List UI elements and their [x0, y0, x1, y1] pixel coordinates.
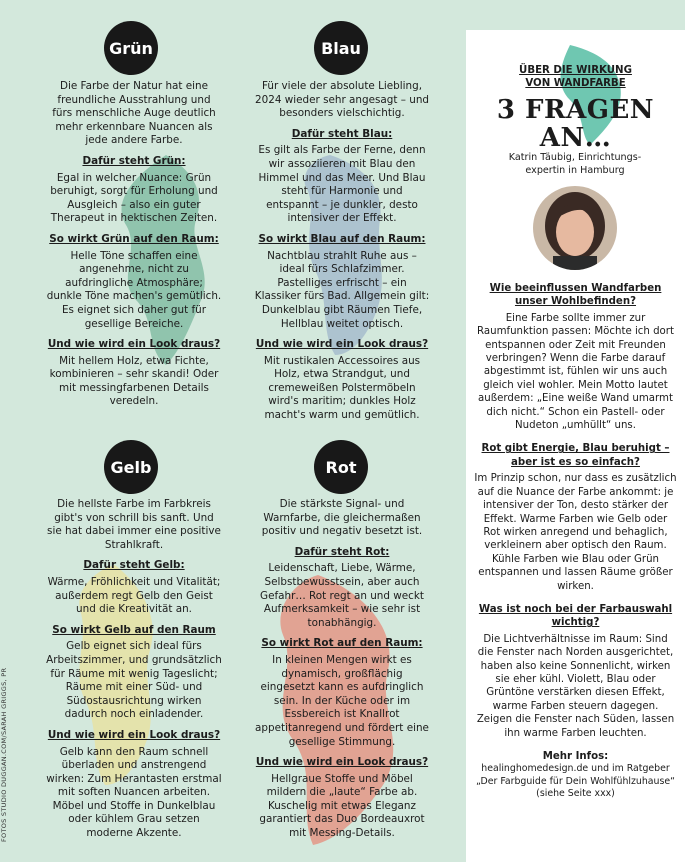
blau-text-steht: Es gilt als Farbe der Ferne, denn wir assoziieren mit Blau den Himmel und das Meer. Und Blau steht für Harmonie und entspannt – je dunkler, desto intensiver der Effekt. — [258, 144, 426, 225]
rot-heading-look: Und wie wird ein Look draus? — [255, 756, 429, 769]
rot-text-look: Hellgraue Stoffe und Möbel mildern die „laute“ Farbe ab. Kuschelig mit etwas Eleganz garantiert das Duo Bordeauxrot mit Messing-Details. — [259, 772, 425, 840]
sidebar-kicker — [474, 64, 677, 90]
gruen-heading-raum: So wirkt Grün auf den Raum: — [49, 232, 219, 245]
photo-credit: FOTOS STUDIO DUGGAN.COM/SARAH GRIGGS, PR — [0, 667, 8, 842]
section-blau — [254, 80, 430, 430]
question-3: Was ist noch bei der Farbauswahl wichtig? — [478, 603, 673, 629]
rot-heading-raum: So wirkt Rot auf den Raum: — [261, 637, 423, 650]
blau-heading-steht: Dafür steht Blau: — [291, 127, 393, 140]
blau-intro: Für viele der absolute Liebling, 2024 wieder sehr angesagt – und besonders vielschichtig. — [254, 80, 429, 120]
rot-intro: Die stärkste Signal- und Warnfarbe, die gleichermaßen positiv und negativ besetzt ist. — [261, 498, 423, 538]
blau-text-look: Mit rustikalen Accessoires aus Holz, etwa Strandgut, und cremeweißen Polstermöbeln wird's maritim; dunkles Holz macht's warm und gemütlich. — [263, 354, 421, 422]
badge-rot: Rot — [314, 440, 368, 494]
section-rot — [254, 498, 430, 848]
headline-line-1: 3 FRAGEN — [496, 95, 655, 125]
question-2: Rot gibt Energie, Blau beruhigt – aber ist es so einfach? — [481, 443, 670, 468]
gelb-text-steht: Wärme, Fröhlichkeit und Vitalität; außerdem regt Gelb den Geist und die Kreativität an. — [47, 575, 221, 616]
gelb-text-raum: Gelb eignet sich ideal fürs Arbeitszimmer, und grundsätzlich für Räume mit wenig Tageslicht; Räume mit einer Süd- und Südostausrichtung wirken dadurch noch einladender. — [46, 640, 222, 721]
badge-gruen: Grün — [104, 21, 158, 75]
gruen-heading-steht: Dafür steht Grün: — [82, 154, 186, 167]
blau-heading-raum: So wirkt Blau auf den Raum: — [258, 232, 426, 245]
question-1: Wie beeinflussen Wandfarben unser Wohlbefinden? — [489, 283, 662, 308]
section-gruen — [46, 80, 222, 416]
expert-portrait — [533, 186, 617, 270]
gelb-heading-raum: So wirkt Gelb auf den Raum — [52, 623, 216, 636]
gruen-intro: Die Farbe der Natur hat eine freundliche Ausstrahlung und fürs menschliche Auge deutlich mehr erkennbare Nuancen als jede andere Farbe. — [52, 80, 216, 147]
blau-heading-look: Und wie wird ein Look draus? — [255, 338, 429, 351]
interview-block — [474, 282, 677, 800]
blau-text-raum: Nachtblau strahlt Ruhe aus – ideal fürs Schlafzimmer. Pastelliges erfrischt – ein Klassiker fürs Bad. Allgemein gilt: Dunkelblau gibt Räumen Tiefe, Hellblau weitet optisch. — [254, 249, 430, 330]
gelb-intro: Die hellste Farbe im Farbkreis gibt's von schrill bis sanft. Und sie hat dabei immer eine positive Strahlkraft. — [47, 498, 221, 551]
more-info-text: healinghomedesign.de und im Ratgeber „Der Farbguide für Dein Wohlfühlzuhause“ (siehe Seite xxx) — [475, 763, 675, 799]
rot-heading-steht: Dafür steht Rot: — [294, 545, 390, 558]
badge-gelb: Gelb — [104, 440, 158, 494]
kicker-line-1: ÜBER DIE WIRKUNG — [519, 65, 632, 76]
badge-blau: Blau — [314, 21, 368, 75]
gruen-heading-look: Und wie wird ein Look draus? — [47, 338, 221, 351]
headline-line-2: AN… — [539, 123, 612, 153]
gelb-heading-look: Und wie wird ein Look draus? — [47, 728, 221, 741]
section-gelb — [46, 498, 222, 848]
rot-text-steht: Leidenschaft, Liebe, Wärme, Selbstbewusstsein, aber auch Gefahr… Rot regt an und weckt Aufmerksamkeit – wie sehr ist tonabhängig. — [260, 562, 424, 629]
kicker-line-2: VON WANDFARBE — [525, 78, 626, 89]
gruen-text-look: Mit hellem Holz, etwa Fichte, kombinieren – sehr skandi! Oder mit messingfarbenen Details veredeln. — [49, 354, 219, 408]
answer-1: Eine Farbe sollte immer zur Raumfunktion passen: Möchte ich dort entspannen oder Zeit mit Freunden verbringen? Wenn die Farbe darauf abgestimmt ist, fühlen wir uns auch gleich viel wohler. Mein Motto lautet außerdem: „Eine weiße Wand umarmt dich nicht.“ Schon ein Pastell- oder Nudeton „umhüllt“ uns. — [477, 312, 674, 432]
gruen-text-raum: Helle Töne schaffen eine angenehme, nicht zu aufdringliche Atmosphäre; dunkle Töne machen's gemütlich. Es eignet sich daher gut für gesellige Bereiche. — [46, 249, 222, 330]
gruen-text-steht: Egal in welcher Nuance: Grün beruhigt, sorgt für Erholung und Ausgleich – also ein guter Therapeut in hektischen Zeiten. — [50, 171, 218, 225]
expert-caption: Katrin Täubig, Einrichtungs-expertin in Hamburg — [508, 152, 642, 176]
gelb-text-look: Gelb kann den Raum schnell überladen und anstrengend wirken: Zum Herantasten erstmal mit soften Nuancen arbeiten. Möbel und Stoffe in Dunkelblau oder kühlem Grau setzen moderne Akzente. — [46, 745, 222, 840]
answer-2: Im Prinzip schon, nur dass es zusätzlich auf die Nuance der Farbe ankommt: je intensiver der Ton, desto stärker der Effekt. Warme Farben wie Gelb oder Rot wirken anregend und behaglich, verkleinern aber optisch den Raum. Kühle Farben wie Blau oder Grün entspannen und lassen Räume größer wirken. — [474, 473, 677, 592]
gelb-heading-steht: Dafür steht Gelb: — [83, 559, 185, 572]
sidebar-headline — [474, 96, 677, 152]
rot-text-raum: In kleinen Mengen wirkt es dynamisch, großflächig eingesetzt kann es aufdringlich sein. In der Küche oder im Essbereich ist Knallrot appetitanregend und fördert eine gesellige Stimmung. — [255, 653, 429, 748]
answer-3: Die Lichtverhältnisse im Raum: Sind die Fenster nach Norden ausgerichtet, haben also keine Sonnenlicht, wirken sie eher kühl. Violett, Blau oder Grüntöne verstärken diesen Effekt, warme Farben steuern dagegen. Zeigen die Fenster nach Süden, lassen ihn warme Farben leuchten. — [476, 633, 675, 739]
more-info-title: Mehr Infos: — [542, 751, 609, 762]
